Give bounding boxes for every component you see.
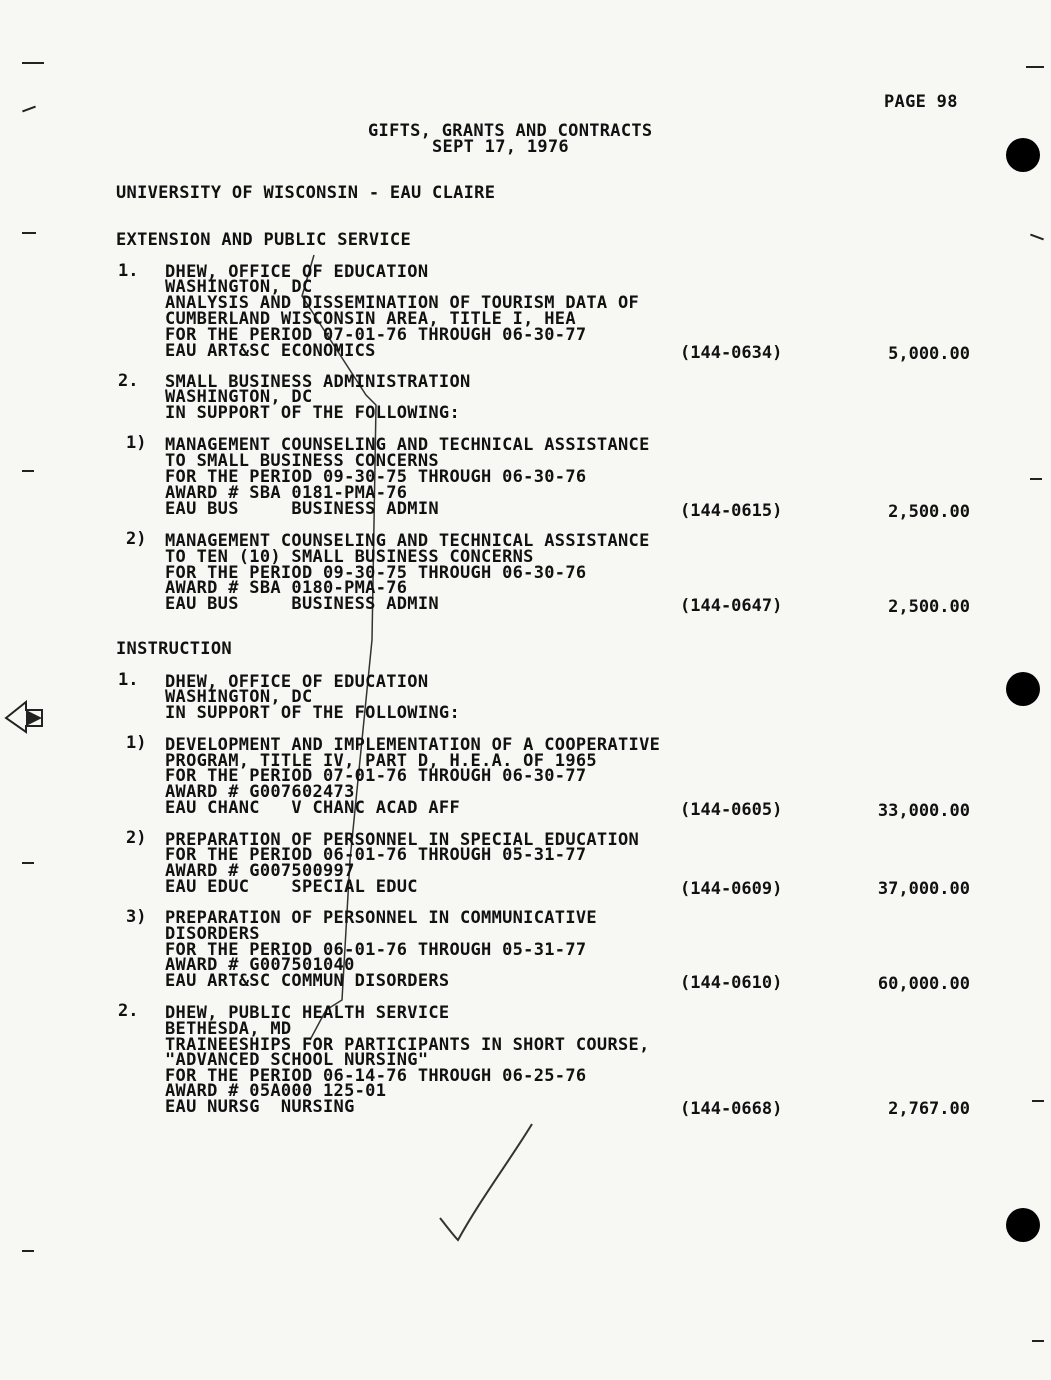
grant-line: CUMBERLAND WISCONSIN AREA, TITLE I, HEA bbox=[165, 309, 576, 329]
grant-line: TRAINEESHIPS FOR PARTICIPANTS IN SHORT COURSE, bbox=[165, 1035, 650, 1055]
grant-line: AWARD # G007500997 bbox=[165, 861, 355, 881]
grant-amount: 5,000.00 bbox=[888, 344, 970, 364]
section-heading: EXTENSION AND PUBLIC SERVICE bbox=[116, 230, 411, 250]
account-ref: (144-0668) bbox=[680, 1099, 783, 1119]
grant-line: AWARD # 05A000 125-01 bbox=[165, 1081, 387, 1101]
grant-line: AWARD # G007501040 bbox=[165, 955, 355, 975]
account-ref: (144-0634) bbox=[680, 343, 783, 363]
account-ref: (144-0647) bbox=[680, 596, 783, 616]
grant-line: EAU EDUC SPECIAL EDUC bbox=[165, 877, 418, 897]
grant-line: SMALL BUSINESS ADMINISTRATION bbox=[165, 372, 471, 392]
grant-number: 1. bbox=[118, 670, 139, 690]
grant-line: FOR THE PERIOD 07-01-76 THROUGH 06-30-77 bbox=[165, 325, 587, 345]
account-ref: (144-0609) bbox=[680, 879, 783, 899]
grant-line: DISORDERS bbox=[165, 924, 260, 944]
grant-line: MANAGEMENT COUNSELING AND TECHNICAL ASSISTANCE bbox=[165, 435, 650, 455]
grant-line: TO TEN (10) SMALL BUSINESS CONCERNS bbox=[165, 547, 534, 567]
grant-line: WASHINGTON, DC bbox=[165, 687, 313, 707]
grant-amount: 2,500.00 bbox=[888, 502, 970, 522]
grant-line: BETHESDA, MD bbox=[165, 1019, 292, 1039]
grant-line: EAU BUS BUSINESS ADMIN bbox=[165, 594, 439, 614]
page-number: PAGE 98 bbox=[884, 92, 958, 112]
sub-item-number: 2) bbox=[126, 529, 147, 549]
grant-line: FOR THE PERIOD 06-14-76 THROUGH 06-25-76 bbox=[165, 1066, 587, 1086]
account-ref: (144-0610) bbox=[680, 973, 783, 993]
grant-number: 1. bbox=[118, 261, 139, 281]
grant-line: TO SMALL BUSINESS CONCERNS bbox=[165, 451, 439, 471]
account-ref: (144-0605) bbox=[680, 800, 783, 820]
grant-line: DHEW, OFFICE OF EDUCATION bbox=[165, 672, 429, 692]
grant-line: "ADVANCED SCHOOL NURSING" bbox=[165, 1050, 429, 1070]
grant-line: IN SUPPORT OF THE FOLLOWING: bbox=[165, 403, 460, 423]
grant-line: DHEW, OFFICE OF EDUCATION bbox=[165, 262, 429, 282]
grant-line: FOR THE PERIOD 07-01-76 THROUGH 06-30-77 bbox=[165, 766, 587, 786]
grant-line: IN SUPPORT OF THE FOLLOWING: bbox=[165, 703, 460, 723]
grant-line: AWARD # SBA 0181-PMA-76 bbox=[165, 483, 408, 503]
account-ref: (144-0615) bbox=[680, 501, 783, 521]
grant-number: 2. bbox=[118, 1001, 139, 1021]
sub-item-number: 1) bbox=[126, 433, 147, 453]
institution-name: UNIVERSITY OF WISCONSIN - EAU CLAIRE bbox=[116, 183, 496, 203]
grant-number: 2. bbox=[118, 371, 139, 391]
grant-line: DHEW, PUBLIC HEALTH SERVICE bbox=[165, 1003, 450, 1023]
grant-line: FOR THE PERIOD 09-30-75 THROUGH 06-30-76 bbox=[165, 563, 587, 583]
grant-line: WASHINGTON, DC bbox=[165, 277, 313, 297]
grant-line: MANAGEMENT COUNSELING AND TECHNICAL ASSISTANCE bbox=[165, 531, 650, 551]
grant-line: PROGRAM, TITLE IV, PART D, H.E.A. OF 1965 bbox=[165, 751, 597, 771]
grant-line: DEVELOPMENT AND IMPLEMENTATION OF A COOPERATIVE bbox=[165, 735, 661, 755]
sub-item-number: 1) bbox=[126, 733, 147, 753]
grant-amount: 2,500.00 bbox=[888, 597, 970, 617]
grant-amount: 37,000.00 bbox=[877, 879, 970, 899]
grant-line: EAU NURSG NURSING bbox=[165, 1097, 355, 1117]
sub-item-number: 3) bbox=[126, 907, 147, 927]
document-date: SEPT 17, 1976 bbox=[432, 137, 569, 157]
grant-line: EAU CHANC V CHANC ACAD AFF bbox=[165, 798, 460, 818]
grant-amount: 33,000.00 bbox=[877, 801, 970, 821]
document-title: GIFTS, GRANTS AND CONTRACTS bbox=[368, 121, 653, 141]
grant-line: FOR THE PERIOD 06-01-76 THROUGH 05-31-77 bbox=[165, 940, 587, 960]
grant-line: PREPARATION OF PERSONNEL IN SPECIAL EDUCATION bbox=[165, 830, 640, 850]
grant-line: AWARD # G007602473 bbox=[165, 782, 355, 802]
grant-amount: 2,767.00 bbox=[888, 1099, 970, 1119]
grant-amount: 60,000.00 bbox=[877, 974, 970, 994]
section-heading: INSTRUCTION bbox=[116, 639, 232, 659]
grant-line: PREPARATION OF PERSONNEL IN COMMUNICATIVE bbox=[165, 908, 597, 928]
grant-line: EAU BUS BUSINESS ADMIN bbox=[165, 499, 439, 519]
grant-line: AWARD # SBA 0180-PMA-76 bbox=[165, 578, 408, 598]
grant-line: FOR THE PERIOD 09-30-75 THROUGH 06-30-76 bbox=[165, 467, 587, 487]
grant-line: ANALYSIS AND DISSEMINATION OF TOURISM DATA OF bbox=[165, 293, 640, 313]
grant-line: EAU ART&SC COMMUN DISORDERS bbox=[165, 971, 450, 991]
sub-item-number: 2) bbox=[126, 828, 147, 848]
grant-line: WASHINGTON, DC bbox=[165, 387, 313, 407]
grant-line: FOR THE PERIOD 06-01-76 THROUGH 05-31-77 bbox=[165, 845, 587, 865]
grant-line: EAU ART&SC ECONOMICS bbox=[165, 341, 376, 361]
